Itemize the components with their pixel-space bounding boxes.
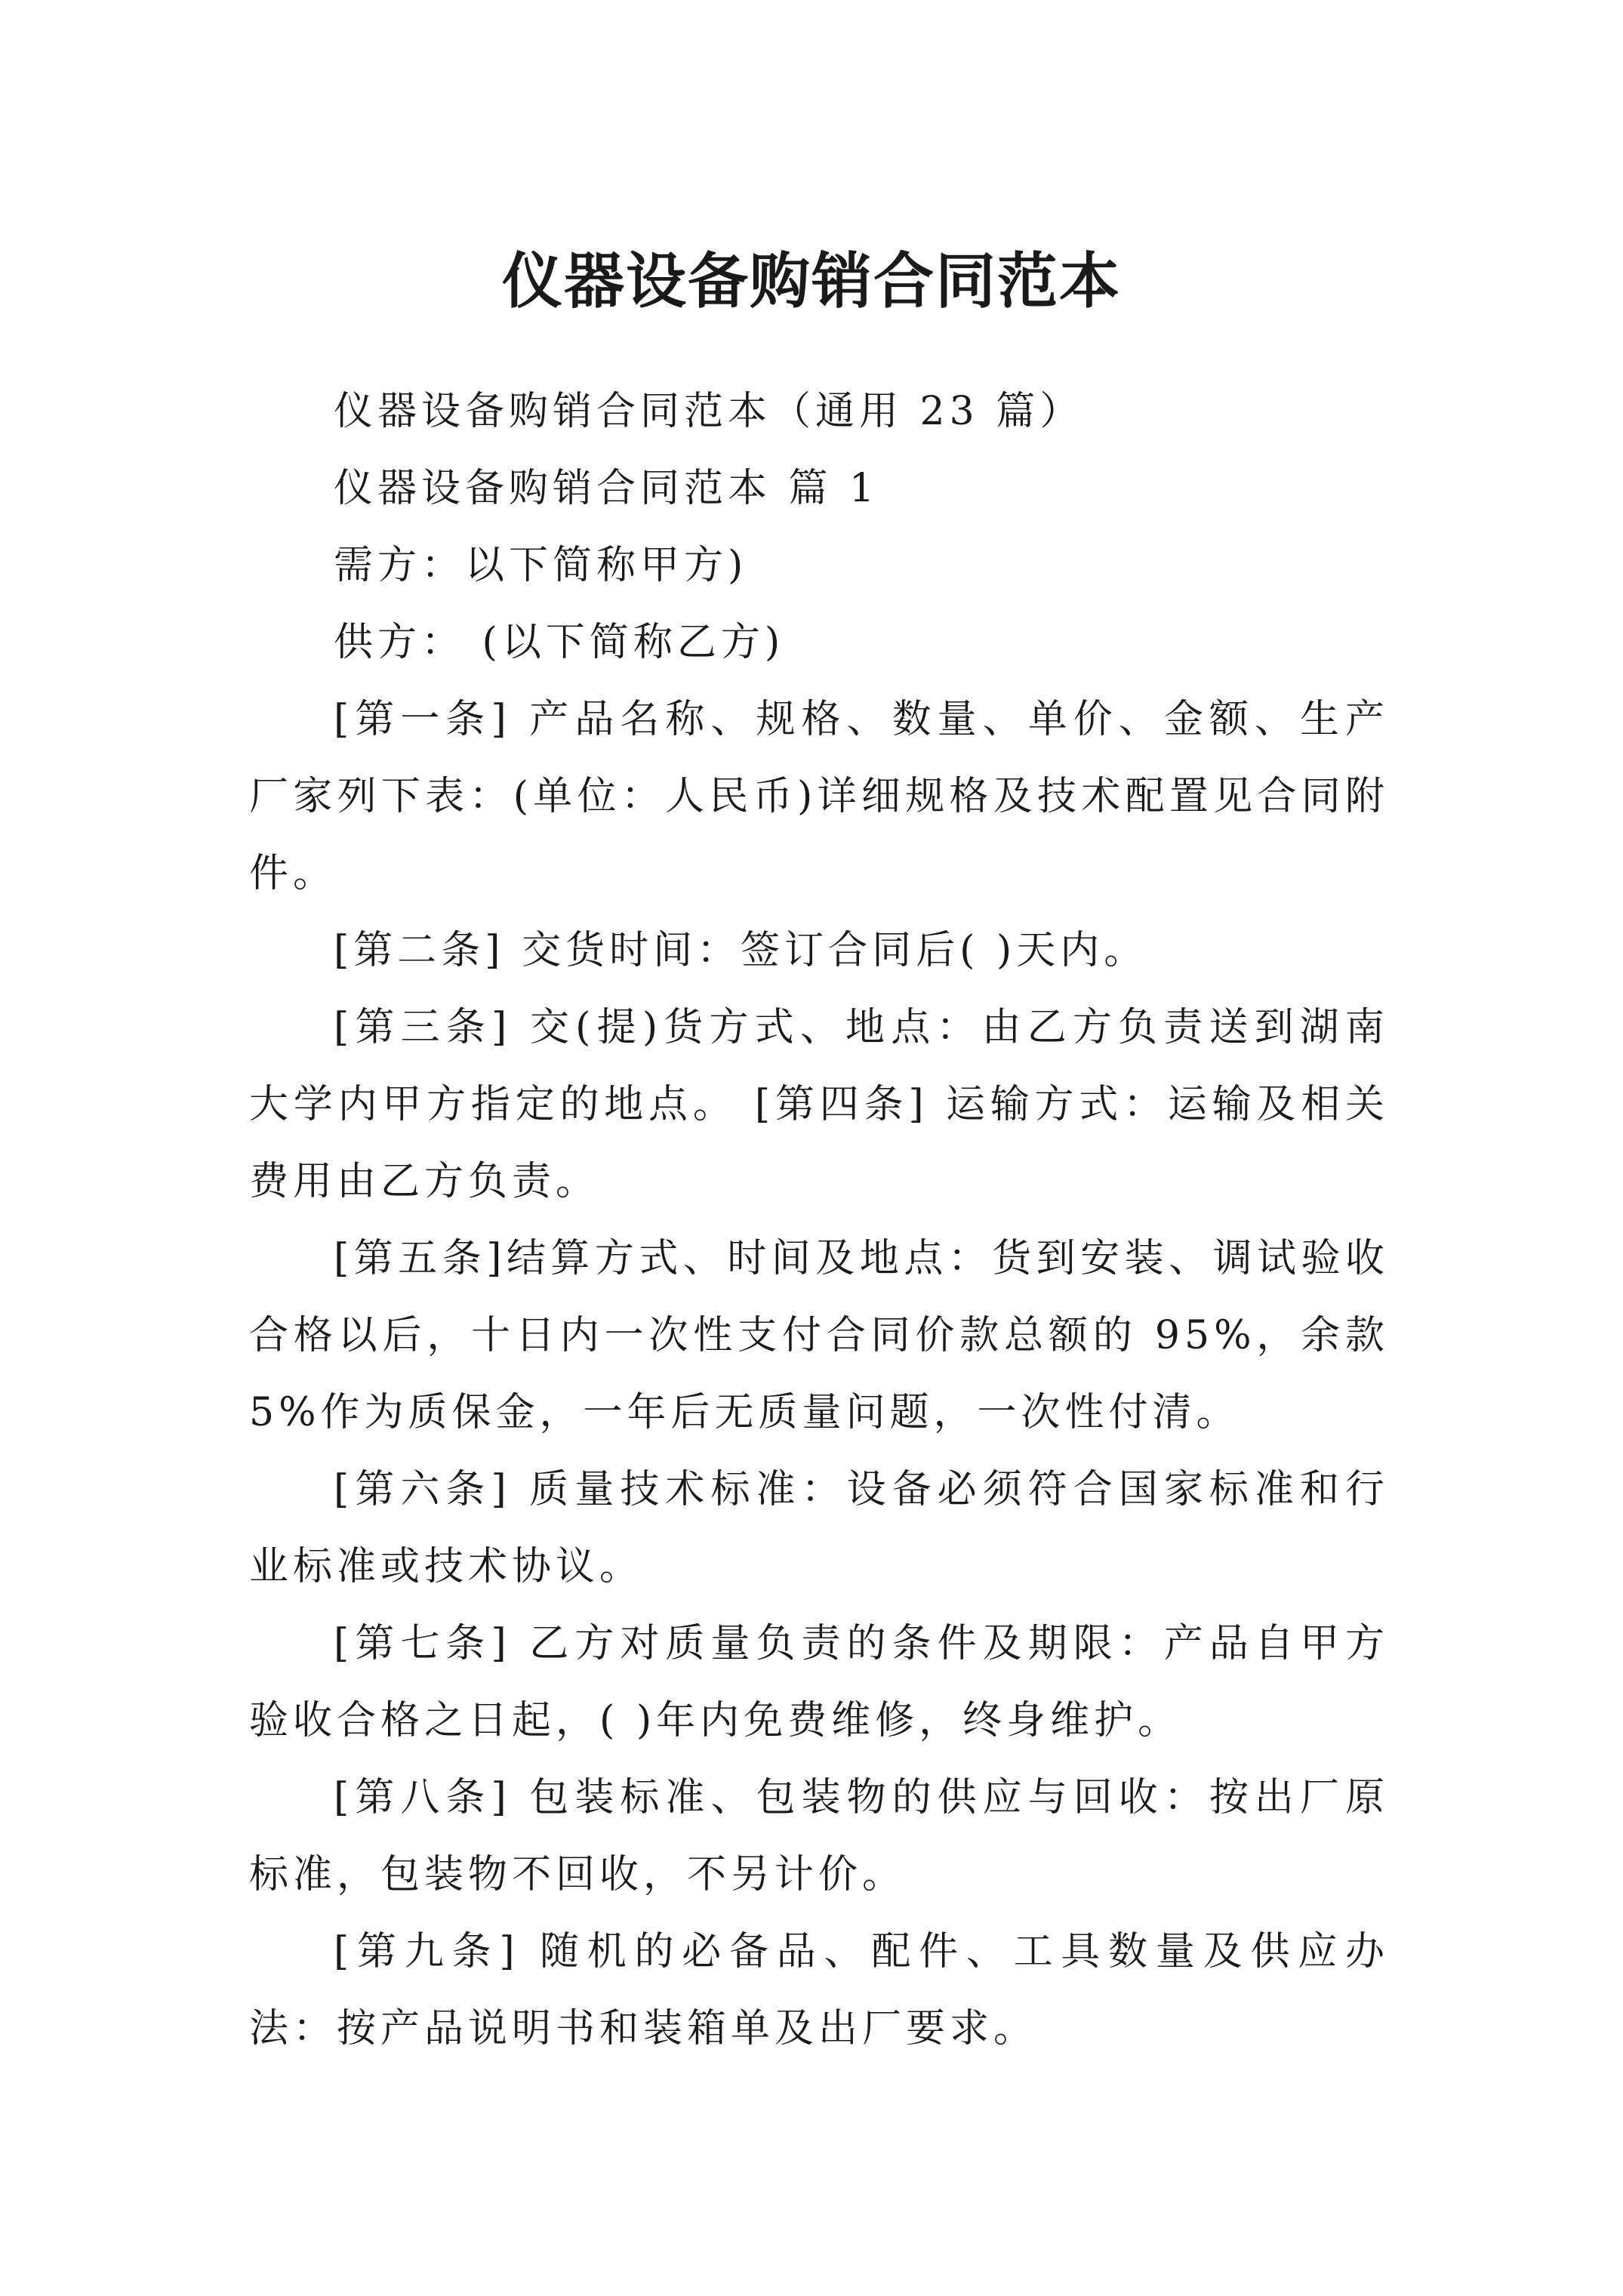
document-body [249,373,1389,2067]
document-title: 仪器设备购销合同范本 [502,245,1121,316]
clause-6: [第六条] 质量技术标准：设备必须符合国家标准和行业标准或技术协议。 [249,1467,1389,1589]
clause-1: [第一条] 产品名称、规格、数量、单价、金额、生产厂家列下表：(单位：人民币)详细规格及技术配置见合同附件。 [249,697,1389,896]
clause-9: [第九条] 随机的必备品、配件、工具数量及供应办法：按产品说明书和装箱单及出厂要求。 [249,1929,1389,2051]
clause-3-4: [第三条] 交(提)货方式、地点：由乙方负责送到湖南大学内甲方指定的地点。 [第四条] 运输方式：运输及相关费用由乙方负责。 [249,1005,1389,1204]
clause-2: [第二条] 交货时间：签订合同后( )天内。 [334,928,1148,973]
clause-8: [第八条] 包装标准、包装物的供应与回收：按出厂原标准，包装物不回收，不另计价。 [249,1775,1389,1897]
clause-7: [第七条] 乙方对质量负责的条件及期限：产品自甲方验收合格之日起，( )年内免费维修，终身维护。 [249,1621,1389,1743]
party-buyer: 需方：以下简称甲方) [334,543,748,588]
subtitle-collection: 仪器设备购销合同范本（通用 23 篇） [334,389,1084,434]
party-supplier: 供方： (以下简称乙方) [334,620,785,665]
section-heading: 仪器设备购销合同范本 篇 1 [334,466,879,511]
clause-5: [第五条]结算方式、时间及地点：货到安装、调试验收合格以后，十日内一次性支付合同价款总额的 95%，余款 5%作为质保金，一年后无质量问题，一次性付清。 [249,1236,1389,1435]
